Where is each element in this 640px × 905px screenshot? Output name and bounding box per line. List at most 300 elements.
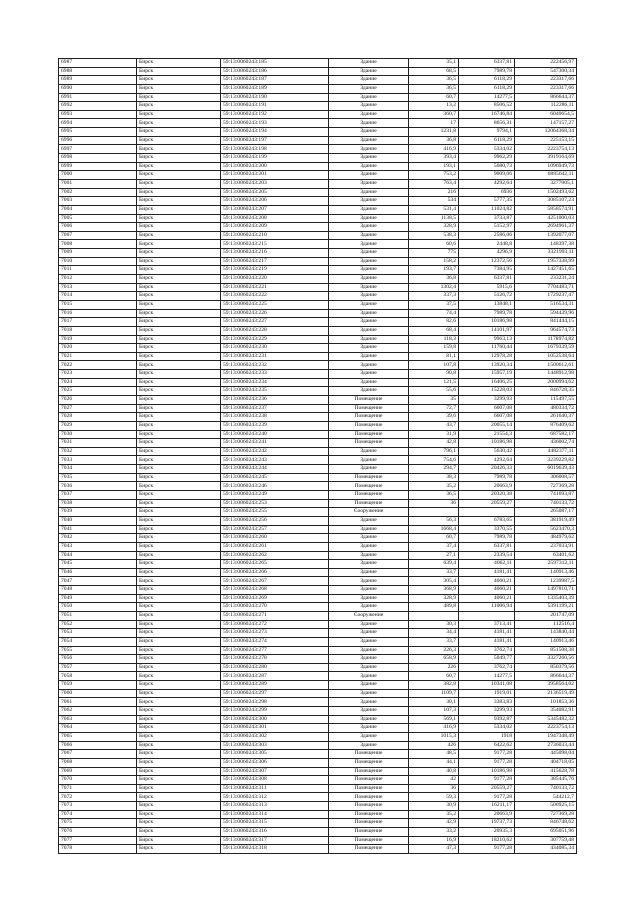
cadastral-value-cell: 354082,91 — [515, 707, 577, 716]
cadastral-number-cell: 59:13:0060243:187 — [221, 76, 329, 85]
unit-price-cell: 9009,06 — [459, 171, 515, 180]
area-cell: 36,5 — [409, 76, 459, 85]
cadastral-number-cell: 59:13:0060243:315 — [221, 819, 329, 828]
unit-price-cell: 7989,78 — [459, 309, 515, 318]
area-cell: 42,8 — [409, 439, 459, 448]
city-cell: Бирск — [137, 741, 221, 750]
cadastral-number-cell: 59:13:0060243:243 — [221, 456, 329, 465]
city-cell: Бирск — [137, 145, 221, 154]
object-type-cell: Здание — [329, 275, 409, 284]
city-cell: Бирск — [137, 646, 221, 655]
unit-price-cell — [459, 612, 515, 621]
area-cell: 42 — [409, 776, 459, 785]
cadastral-number-cell: 59:13:0060243:298 — [221, 698, 329, 707]
object-type-cell: Здание — [329, 715, 409, 724]
object-type-cell: Здание — [329, 663, 409, 672]
city-cell: Бирск — [137, 707, 221, 716]
cadastral-value-cell: 846728,35 — [515, 387, 577, 396]
table-row — [59, 499, 577, 508]
area-cell: 36,8 — [409, 136, 459, 145]
row-number: 7077 — [59, 836, 137, 845]
row-number: 7033 — [59, 456, 137, 465]
area-cell: 74,4 — [409, 309, 459, 318]
row-number: 7020 — [59, 344, 137, 353]
cadastral-number-cell: 59:13:0060243:256 — [221, 516, 329, 525]
table-row — [59, 612, 577, 621]
table-row — [59, 257, 577, 266]
cadastral-number-cell: 59:13:0060243:240 — [221, 430, 329, 439]
object-type-cell: Здание — [329, 352, 409, 361]
row-number: 7017 — [59, 318, 137, 327]
object-type-cell: Здание — [329, 655, 409, 664]
area-cell: 60,7 — [409, 672, 459, 681]
object-type-cell: Помещение — [329, 784, 409, 793]
row-number: 6987 — [59, 59, 137, 68]
row-number: 6995 — [59, 128, 137, 137]
cadastral-number-cell: 59:13:0060243:269 — [221, 594, 329, 603]
unit-price-cell: 8656,31 — [459, 119, 515, 128]
table-row — [59, 352, 577, 361]
unit-price-cell: 9177,28 — [459, 793, 515, 802]
object-type-cell: Здание — [329, 283, 409, 292]
cadastral-value-cell: 846748,62 — [515, 819, 577, 828]
table-body — [59, 59, 577, 854]
cadastral-value-cell: 3327260,56 — [515, 655, 577, 664]
row-number: 7043 — [59, 542, 137, 551]
unit-price-cell: 4292,64 — [459, 179, 515, 188]
table-row — [59, 750, 577, 759]
table-row — [59, 128, 577, 137]
cadastral-number-cell: 59:13:0060243:266 — [221, 568, 329, 577]
object-type-cell: Здание — [329, 300, 409, 309]
cadastral-number-cell: 59:13:0060243:271 — [221, 612, 329, 621]
city-cell: Бирск — [137, 76, 221, 85]
row-number: 6994 — [59, 119, 137, 128]
table-row — [59, 145, 577, 154]
object-type-cell: Здание — [329, 197, 409, 206]
city-cell: Бирск — [137, 283, 221, 292]
unit-price-cell: 9177,28 — [459, 845, 515, 854]
cadastral-value-cell: 1497810,71 — [515, 586, 577, 595]
cadastral-value-cell: 385445,76 — [515, 776, 577, 785]
area-cell: 90,8 — [409, 370, 459, 379]
cadastral-value-cell: 445098,04 — [515, 750, 577, 759]
unit-price-cell: 3370,55 — [459, 525, 515, 534]
cadastral-value-cell: 115497,55 — [515, 395, 577, 404]
area-cell: 1109,7 — [409, 689, 459, 698]
table-row — [59, 663, 577, 672]
cadastral-number-cell: 59:13:0060243:287 — [221, 672, 329, 681]
area-cell: 40,8 — [409, 767, 459, 776]
area-cell: 121,5 — [409, 378, 459, 387]
table-row — [59, 223, 577, 232]
cadastral-number-cell: 59:13:0060243:261 — [221, 542, 329, 551]
cadastral-number-cell: 59:13:0060243:207 — [221, 205, 329, 214]
table-row — [59, 456, 577, 465]
table-row — [59, 810, 577, 819]
object-type-cell: Здание — [329, 560, 409, 569]
object-type-cell: Здание — [329, 249, 409, 258]
city-cell: Бирск — [137, 119, 221, 128]
row-number: 7048 — [59, 586, 137, 595]
table-row — [59, 568, 577, 577]
unit-price-cell: 8506,52 — [459, 102, 515, 111]
row-number: 7021 — [59, 352, 137, 361]
cadastral-number-cell: 59:13:0060243:191 — [221, 102, 329, 111]
cadastral-number-cell: 59:13:0060243:226 — [221, 309, 329, 318]
table-row — [59, 404, 577, 413]
area-cell: 72,7 — [409, 404, 459, 413]
cadastral-number-cell: 59:13:0060243:318 — [221, 845, 329, 854]
city-cell: Бирск — [137, 447, 221, 456]
cadastral-number-cell: 59:13:0060243:277 — [221, 646, 329, 655]
city-cell: Бирск — [137, 352, 221, 361]
cadastral-value-cell: 866644,37 — [515, 672, 577, 681]
city-cell: Бирск — [137, 404, 221, 413]
cadastral-value-cell: 233231,24 — [515, 275, 577, 284]
area-cell: 639,4 — [409, 560, 459, 569]
cadastral-value-cell: 4482377,11 — [515, 447, 577, 456]
cadastral-number-cell: 59:13:0060243:221 — [221, 283, 329, 292]
unit-price-cell: 9794,1 — [459, 128, 515, 137]
area-cell: 39,6 — [409, 413, 459, 422]
object-type-cell: Здание — [329, 594, 409, 603]
object-type-cell: Здание — [329, 447, 409, 456]
city-cell: Бирск — [137, 370, 221, 379]
city-cell: Бирск — [137, 318, 221, 327]
object-type-cell: Здание — [329, 741, 409, 750]
unit-price-cell: 5334,02 — [459, 145, 515, 154]
object-type-cell: Здание — [329, 335, 409, 344]
object-type-cell: Здание — [329, 102, 409, 111]
cadastral-value-cell: 741693,87 — [515, 491, 577, 500]
table-row — [59, 300, 577, 309]
row-number: 7028 — [59, 413, 137, 422]
row-number: 7007 — [59, 231, 137, 240]
cadastral-number-cell: 59:13:0060243:192 — [221, 110, 329, 119]
object-type-cell: Здание — [329, 577, 409, 586]
object-type-cell: Здание — [329, 542, 409, 551]
cadastral-number-cell: 59:13:0060243:219 — [221, 266, 329, 275]
object-type-cell: Здание — [329, 318, 409, 327]
city-cell: Бирск — [137, 508, 221, 517]
cadastral-value-cell: 1178974,82 — [515, 335, 577, 344]
row-number: 7046 — [59, 568, 137, 577]
cadastral-number-cell: 59:13:0060243:232 — [221, 361, 329, 370]
cadastral-value-cell: 140913,46 — [515, 637, 577, 646]
document-page — [58, 58, 576, 854]
cadastral-value-cell: 740133,72 — [515, 499, 577, 508]
unit-price-cell: 9962,29 — [459, 154, 515, 163]
city-cell: Бирск — [137, 845, 221, 854]
unit-price-cell: 20663,9 — [459, 482, 515, 491]
row-number: 7031 — [59, 439, 137, 448]
row-number: 7061 — [59, 698, 137, 707]
city-cell: Бирск — [137, 473, 221, 482]
unit-price-cell: 4062,11 — [459, 560, 515, 569]
row-number: 7078 — [59, 845, 137, 854]
table-row — [59, 413, 577, 422]
table-row — [59, 845, 577, 854]
unit-price-cell: 2586,06 — [459, 231, 515, 240]
unit-price-cell: 5152,97 — [459, 223, 515, 232]
cadastral-number-cell: 59:13:0060243:186 — [221, 67, 329, 76]
cadastral-number-cell: 59:13:0060243:217 — [221, 257, 329, 266]
row-number: 7069 — [59, 767, 137, 776]
unit-price-cell: 15957,19 — [459, 370, 515, 379]
row-number: 7030 — [59, 430, 137, 439]
unit-price-cell: 10186,98 — [459, 767, 515, 776]
unit-price-cell: 6783,65 — [459, 516, 515, 525]
city-cell: Бирск — [137, 465, 221, 474]
area-cell: 60,7 — [409, 534, 459, 543]
cadastral-value-cell: 851508,38 — [515, 646, 577, 655]
unit-price-cell: 4181,41 — [459, 629, 515, 638]
unit-price-cell: 3299,93 — [459, 707, 515, 716]
cadastral-number-cell: 59:13:0060243:194 — [221, 128, 329, 137]
city-cell: Бирск — [137, 326, 221, 335]
area-cell: 34,4 — [409, 629, 459, 638]
object-type-cell: Здание — [329, 171, 409, 180]
city-cell: Бирск — [137, 724, 221, 733]
row-number: 7045 — [59, 560, 137, 569]
cadastral-number-cell: 59:13:0060243:307 — [221, 767, 329, 776]
unit-price-cell: 18210,62 — [459, 836, 515, 845]
city-cell: Бирск — [137, 568, 221, 577]
table-row — [59, 67, 577, 76]
object-type-cell: Сооружение — [329, 508, 409, 517]
object-type-cell: Здание — [329, 240, 409, 249]
table-row — [59, 335, 577, 344]
city-cell: Бирск — [137, 387, 221, 396]
row-number: 7064 — [59, 724, 137, 733]
object-type-cell: Здание — [329, 76, 409, 85]
city-cell: Бирск — [137, 231, 221, 240]
cadastral-value-cell: 727369,28 — [515, 810, 577, 819]
area-cell: 226,3 — [409, 646, 459, 655]
row-number: 7050 — [59, 603, 137, 612]
row-number: 6993 — [59, 110, 137, 119]
city-cell: Бирск — [137, 188, 221, 197]
unit-price-cell: 10341,08 — [459, 681, 515, 690]
row-number: 6990 — [59, 84, 137, 93]
city-cell: Бирск — [137, 802, 221, 811]
cadastral-value-cell: 2000994,62 — [515, 378, 577, 387]
cadastral-number-cell: 59:13:0060243:249 — [221, 491, 329, 500]
city-cell: Бирск — [137, 836, 221, 845]
unit-price-cell: 9392,87 — [459, 715, 515, 724]
cadastral-value-cell: 1392077,07 — [515, 231, 577, 240]
unit-price-cell: 7989,78 — [459, 473, 515, 482]
cadastral-value-cell: 547300,34 — [515, 67, 577, 76]
cadastral-value-cell: 2736033,44 — [515, 741, 577, 750]
cadastral-value-cell: 1448912,98 — [515, 370, 577, 379]
area-cell: 37,5 — [409, 300, 459, 309]
cadastral-value-cell: 480334,72 — [515, 404, 577, 413]
city-cell: Бирск — [137, 93, 221, 102]
cadastral-number-cell: 59:13:0060243:185 — [221, 59, 329, 68]
cadastral-number-cell: 59:13:0060243:273 — [221, 629, 329, 638]
table-row — [59, 188, 577, 197]
area-cell: 36 — [409, 784, 459, 793]
object-type-cell: Помещение — [329, 776, 409, 785]
cadastral-number-cell: 59:13:0060243:233 — [221, 370, 329, 379]
row-number: 7057 — [59, 663, 137, 672]
cadastral-value-cell: 143840,44 — [515, 629, 577, 638]
area-cell: 193,7 — [409, 266, 459, 275]
area-cell: 416,9 — [409, 724, 459, 733]
table-row — [59, 732, 577, 741]
area-cell: 68,5 — [409, 67, 459, 76]
unit-price-cell: 2339,54 — [459, 551, 515, 560]
area-cell: 48,5 — [409, 750, 459, 759]
cadastral-value-cell: 1679339,59 — [515, 344, 577, 353]
unit-price-cell: 5777,35 — [459, 197, 515, 206]
unit-price-cell: 4060,21 — [459, 577, 515, 586]
area-cell: 33,7 — [409, 568, 459, 577]
cadastral-number-cell: 59:13:0060243:317 — [221, 836, 329, 845]
row-number: 7041 — [59, 525, 137, 534]
object-type-cell: Здание — [329, 568, 409, 577]
area-cell: 36,8 — [409, 275, 459, 284]
area-cell: 337,3 — [409, 292, 459, 301]
cadastral-value-cell: 201747,09 — [515, 612, 577, 621]
cadastral-number-cell: 59:13:0060243:238 — [221, 413, 329, 422]
cadastral-value-cell: 148397,38 — [515, 240, 577, 249]
unit-price-cell: 6337,81 — [459, 275, 515, 284]
row-number: 6998 — [59, 154, 137, 163]
unit-price-cell: 11024,82 — [459, 205, 515, 214]
object-type-cell: Здание — [329, 344, 409, 353]
unit-price-cell: 6337,81 — [459, 542, 515, 551]
cadastral-value-cell: 841444,15 — [515, 318, 577, 327]
row-number: 7060 — [59, 689, 137, 698]
cadastral-value-cell: 223317,66 — [515, 84, 577, 93]
cadastral-number-cell: 59:13:0060243:260 — [221, 534, 329, 543]
row-number: 7036 — [59, 482, 137, 491]
cadastral-value-cell: 866644,37 — [515, 93, 577, 102]
area-cell: 1231,8 — [409, 128, 459, 137]
object-type-cell: Здание — [329, 231, 409, 240]
unit-price-cell: 6118,29 — [459, 76, 515, 85]
object-type-cell: Помещение — [329, 802, 409, 811]
cadastral-number-cell: 59:13:0060243:205 — [221, 188, 329, 197]
city-cell: Бирск — [137, 421, 221, 430]
row-number: 7056 — [59, 655, 137, 664]
city-cell: Бирск — [137, 171, 221, 180]
cadastral-number-cell: 59:13:0060243:189 — [221, 84, 329, 93]
cadastral-value-cell: 3919164,69 — [515, 154, 577, 163]
object-type-cell: Здание — [329, 326, 409, 335]
city-cell: Бирск — [137, 560, 221, 569]
table-row — [59, 758, 577, 767]
cadastral-value-cell: 850379,56 — [515, 663, 577, 672]
cadastral-number-cell: 59:13:0060243:198 — [221, 145, 329, 154]
row-number: 7035 — [59, 473, 137, 482]
table-row — [59, 828, 577, 837]
object-type-cell: Здание — [329, 646, 409, 655]
cadastral-number-cell: 59:13:0060243:200 — [221, 162, 329, 171]
row-number: 7008 — [59, 240, 137, 249]
cadastral-value-cell: 63401,62 — [515, 551, 577, 560]
object-type-cell: Помещение — [329, 421, 409, 430]
cadastral-value-cell: 381919,49 — [515, 516, 577, 525]
table-row — [59, 421, 577, 430]
row-number: 7001 — [59, 179, 137, 188]
cadastral-number-cell: 59:13:0060243:231 — [221, 352, 329, 361]
object-type-cell: Помещение — [329, 482, 409, 491]
cadastral-value-cell: 6019639,43 — [515, 465, 577, 474]
table-row — [59, 672, 577, 681]
table-row — [59, 266, 577, 275]
row-number: 7051 — [59, 612, 137, 621]
unit-price-cell: 6607,08 — [459, 413, 515, 422]
area-cell: 775 — [409, 249, 459, 258]
object-type-cell: Здание — [329, 67, 409, 76]
object-type-cell: Здание — [329, 128, 409, 137]
object-type-cell: Здание — [329, 84, 409, 93]
row-number: 7052 — [59, 620, 137, 629]
cadastral-value-cell: 727369,28 — [515, 482, 577, 491]
cadastral-value-cell: 2223754,13 — [515, 145, 577, 154]
city-cell: Бирск — [137, 128, 221, 137]
cadastral-number-cell: 59:13:0060243:267 — [221, 577, 329, 586]
area-cell: 56,3 — [409, 516, 459, 525]
unit-price-cell: 16746,84 — [459, 110, 515, 119]
row-number: 7066 — [59, 741, 137, 750]
row-number: 6999 — [59, 162, 137, 171]
row-number: 7072 — [59, 793, 137, 802]
cadastral-value-cell: 2694961,37 — [515, 223, 577, 232]
row-number: 7000 — [59, 171, 137, 180]
unit-price-cell: 15228,03 — [459, 387, 515, 396]
table-row — [59, 491, 577, 500]
city-cell: Бирск — [137, 162, 221, 171]
row-number: 7016 — [59, 309, 137, 318]
city-cell: Бирск — [137, 205, 221, 214]
area-cell: 37,4 — [409, 542, 459, 551]
cadastral-number-cell: 59:13:0060243:203 — [221, 179, 329, 188]
city-cell: Бирск — [137, 67, 221, 76]
unit-price-cell: 4181,41 — [459, 637, 515, 646]
city-cell: Бирск — [137, 620, 221, 629]
object-type-cell: Здание — [329, 154, 409, 163]
cadastral-number-cell: 59:13:0060243:199 — [221, 154, 329, 163]
object-type-cell: Здание — [329, 681, 409, 690]
cadastral-value-cell: 1957338,99 — [515, 257, 577, 266]
row-number: 7049 — [59, 594, 137, 603]
table-row — [59, 102, 577, 111]
area-cell: 35,2 — [409, 482, 459, 491]
cadastral-value-cell: 1502493,62 — [515, 188, 577, 197]
row-number: 7010 — [59, 257, 137, 266]
cadastral-value-cell: 876409,62 — [515, 421, 577, 430]
row-number: 7042 — [59, 534, 137, 543]
cadastral-value-cell: 1427451,65 — [515, 266, 577, 275]
table-row — [59, 594, 577, 603]
table-row — [59, 162, 577, 171]
area-cell: 158,2 — [409, 257, 459, 266]
city-cell: Бирск — [137, 249, 221, 258]
unit-price-cell: 20663,9 — [459, 810, 515, 819]
object-type-cell: Помещение — [329, 439, 409, 448]
cadastral-number-cell: 59:13:0060243:257 — [221, 525, 329, 534]
object-type-cell: Помещение — [329, 810, 409, 819]
cadastral-value-cell: 695051,96 — [515, 828, 577, 837]
table-row — [59, 214, 577, 223]
area-cell: 35,2 — [409, 810, 459, 819]
row-number: 7070 — [59, 776, 137, 785]
